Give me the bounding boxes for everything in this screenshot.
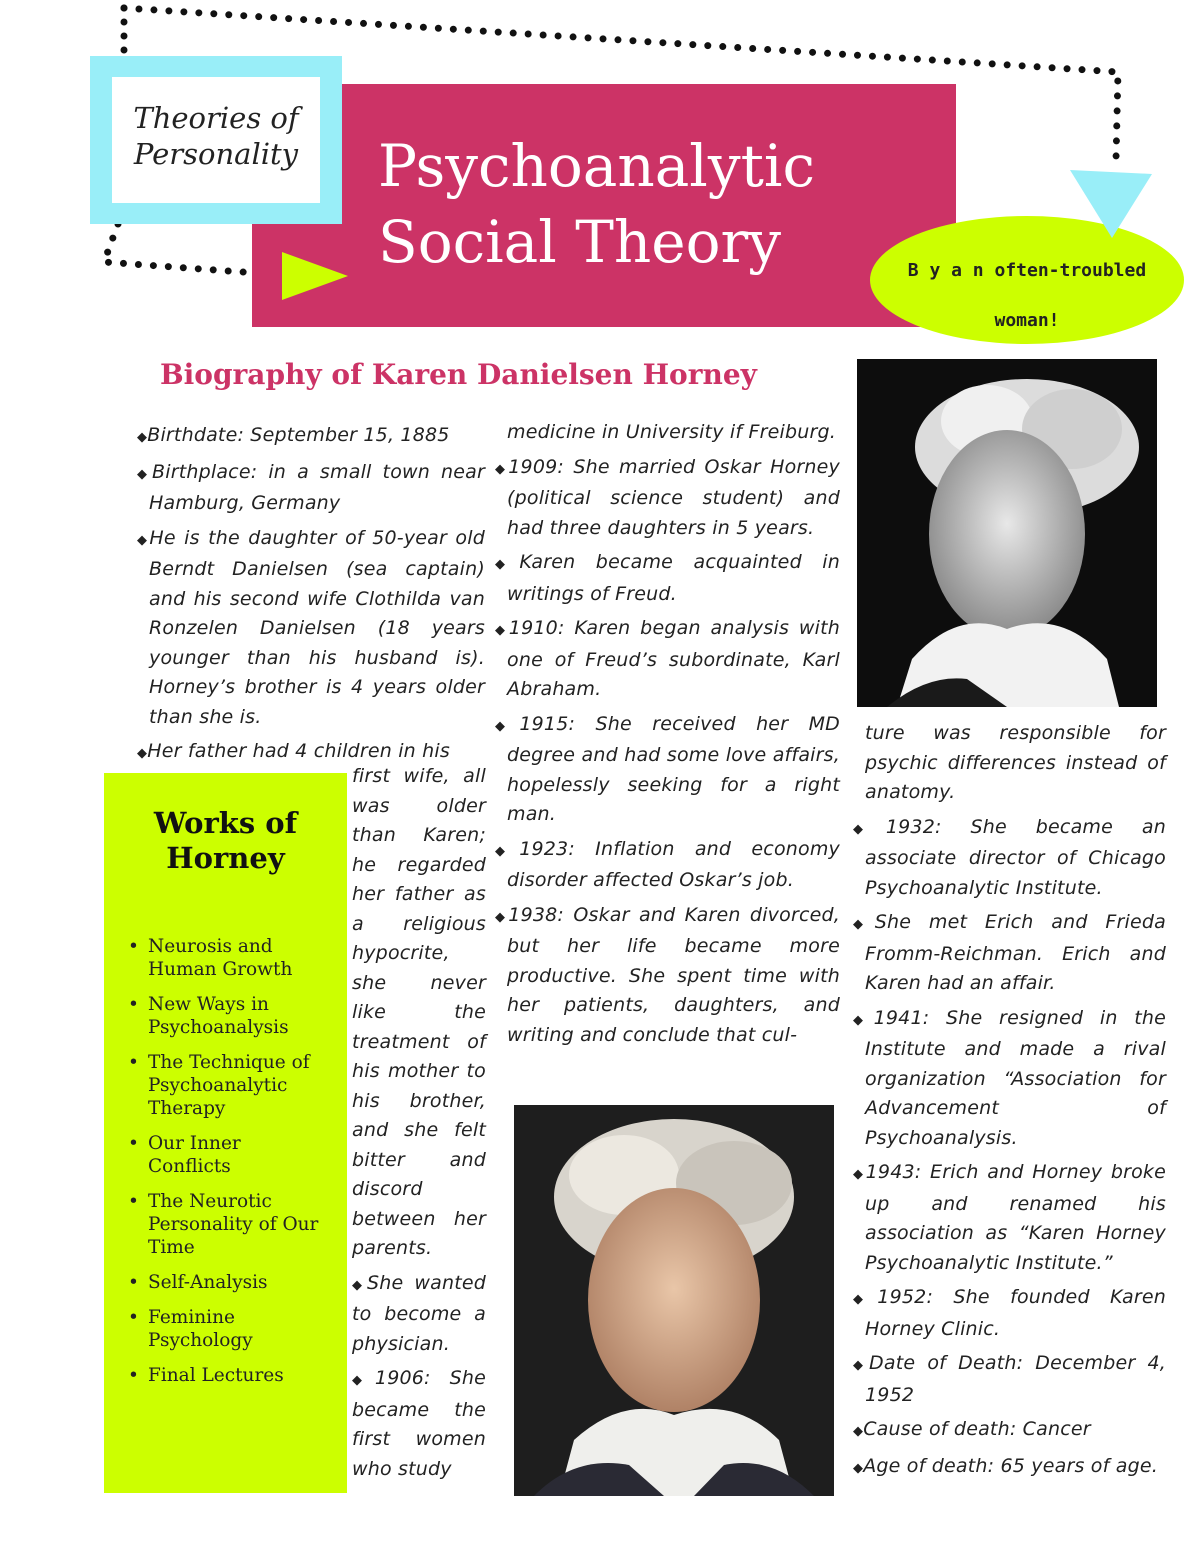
diamond-bullet-icon: ◆ [853,821,886,837]
diamond-bullet-icon: ◆ [495,461,509,477]
title-line-1: Psychoanalytic [378,132,815,200]
tagline [880,246,1174,346]
theory-label-line-2: Personality [133,137,299,171]
bio-item: ◆1941: She resigned in the Institute and made a rival organization “Association for Advancement of Psychoanalysis. [853,1006,1166,1149]
diamond-bullet-icon: ◆ [853,917,875,932]
bio-continuation: ture was responsible for psychic differences instead of anatomy. [865,722,1166,803]
bio-item: ◆1910: Karen began analysis with one of Freud’s subordinate, Karl Abraham. [495,617,840,700]
diamond-bullet-icon: ◆ [495,623,509,638]
diamond-bullet-icon: ◆ [495,718,520,734]
works-list-item: • Neurosis and Human Growth [124,935,324,981]
works-list-item: • The Technique of Psychoanalytic Therapy [124,1051,324,1120]
diamond-bullet-icon: ◆ [495,909,509,925]
diamond-bullet-icon: ◆ [137,532,150,548]
works-heading [104,806,347,876]
diamond-bullet-icon: ◆ [853,1358,870,1373]
lime-triangle-icon [278,248,352,304]
biography-heading: Biography of Karen Danielsen Horney [160,358,757,391]
bio-item: ◆1906: She became the first women who study [352,1367,486,1480]
works-heading-line-1: Works of [153,806,298,840]
bio-item: ◆1938: Oskar and Karen divorced, but her life became more productive. She spent time with her patients, daughters, and writing and conclude that cul- [495,903,840,1046]
biography-column-2 [495,418,840,1055]
works-list-item: • Our Inner Conflicts [124,1132,324,1178]
bio-item: ◆1932: She became an associate director of Chicago Psychoanalytic Institute. [853,815,1166,899]
bio-item: ◆1915: She received her MD degree and had some love affairs, hopelessly seeking for a right man. [495,712,840,825]
diamond-bullet-icon: ◆ [137,746,148,761]
works-list [124,935,324,1399]
diamond-bullet-icon: ◆ [495,557,520,572]
works-list-item: • Feminine Psychology [124,1306,324,1352]
bio-item: ◆Cause of death: Cancer [853,1418,1091,1440]
diamond-bullet-icon: ◆ [137,430,148,445]
bio-item: ◆Birthplace: in a small town near Hamburg, Germany [137,460,485,514]
title-line-2: Social Theory [378,208,782,276]
works-heading-line-2: Horney [166,841,285,875]
bio-item: ◆She met Erich and Frieda Fromm-Reichman. Erich and Karen had an affair. [853,911,1166,994]
bio-item: ◆Her father had 4 children in his [137,740,450,762]
page-title [378,128,938,280]
biography-column-3 [853,719,1166,1488]
tagline-line-2: woman! [994,310,1060,331]
diamond-bullet-icon: ◆ [853,1424,864,1439]
biography-column-1b [352,762,486,1489]
diamond-bullet-icon: ◆ [853,1292,878,1307]
bio-item: ◆1909: She married Oskar Horney (political science student) and had three daughters in 5 years. [495,455,840,539]
works-list-item: • The Neurotic Personality of Our Time [124,1190,324,1259]
theory-label-line-1: Theories of [133,101,299,135]
bio-item: ◆He is the daughter of 50-year old Berndt Danielsen (sea captain) and his second wife Clothilda van Ronzelen Danielsen (18 years younger than his husband is). Horney’s brother is 4 years older than she is. [137,526,485,728]
works-list-item: • Final Lectures [124,1364,324,1387]
bio-item: ◆1923: Inflation and economy disorder affected Oskar’s job. [495,837,840,891]
bio-item: ◆Date of Death: December 4, 1952 [853,1352,1167,1406]
diamond-bullet-icon: ◆ [853,1167,866,1182]
diamond-bullet-icon: ◆ [853,1012,874,1028]
diamond-bullet-icon: ◆ [853,1460,864,1476]
bio-item: ◆1952: She founded Karen Horney Clinic. [853,1286,1166,1340]
bio-item: ◆Karen became acquainted in writings of Freud. [495,551,840,605]
works-list-item: • New Ways in Psychoanalysis [124,993,324,1039]
bio-item: ◆1943: Erich and Horney broke up and renamed his association as “Karen Horney Psychoanalytic Institute.” [853,1161,1167,1274]
biography-column-1 [137,421,485,774]
bio-item: ◆Age of death: 65 years of age. [853,1454,1158,1477]
portrait-photo-bw [857,359,1157,707]
theory-label [112,100,320,172]
diamond-bullet-icon: ◆ [137,466,152,482]
bio-continuation: first wife, all was older than Karen; he regarded her father as a religious hypocrite, she never like the treatment of his mother to his brother, and she felt bitter and discord between her parents. [352,765,486,1259]
diamond-bullet-icon: ◆ [495,843,520,859]
portrait-photo-color [514,1105,834,1496]
tagline-line-1: B y a n often-troubled [907,260,1147,281]
bio-item: ◆Birthdate: September 15, 1885 [137,424,450,446]
cyan-triangle-icon [1066,166,1156,242]
diamond-bullet-icon: ◆ [352,1277,367,1293]
bio-continuation: medicine in University if Freiburg. [507,421,837,443]
works-list-item: • Self-Analysis [124,1271,324,1294]
bio-item: ◆She wanted to become a physician. [352,1271,486,1355]
diamond-bullet-icon: ◆ [352,1373,375,1388]
